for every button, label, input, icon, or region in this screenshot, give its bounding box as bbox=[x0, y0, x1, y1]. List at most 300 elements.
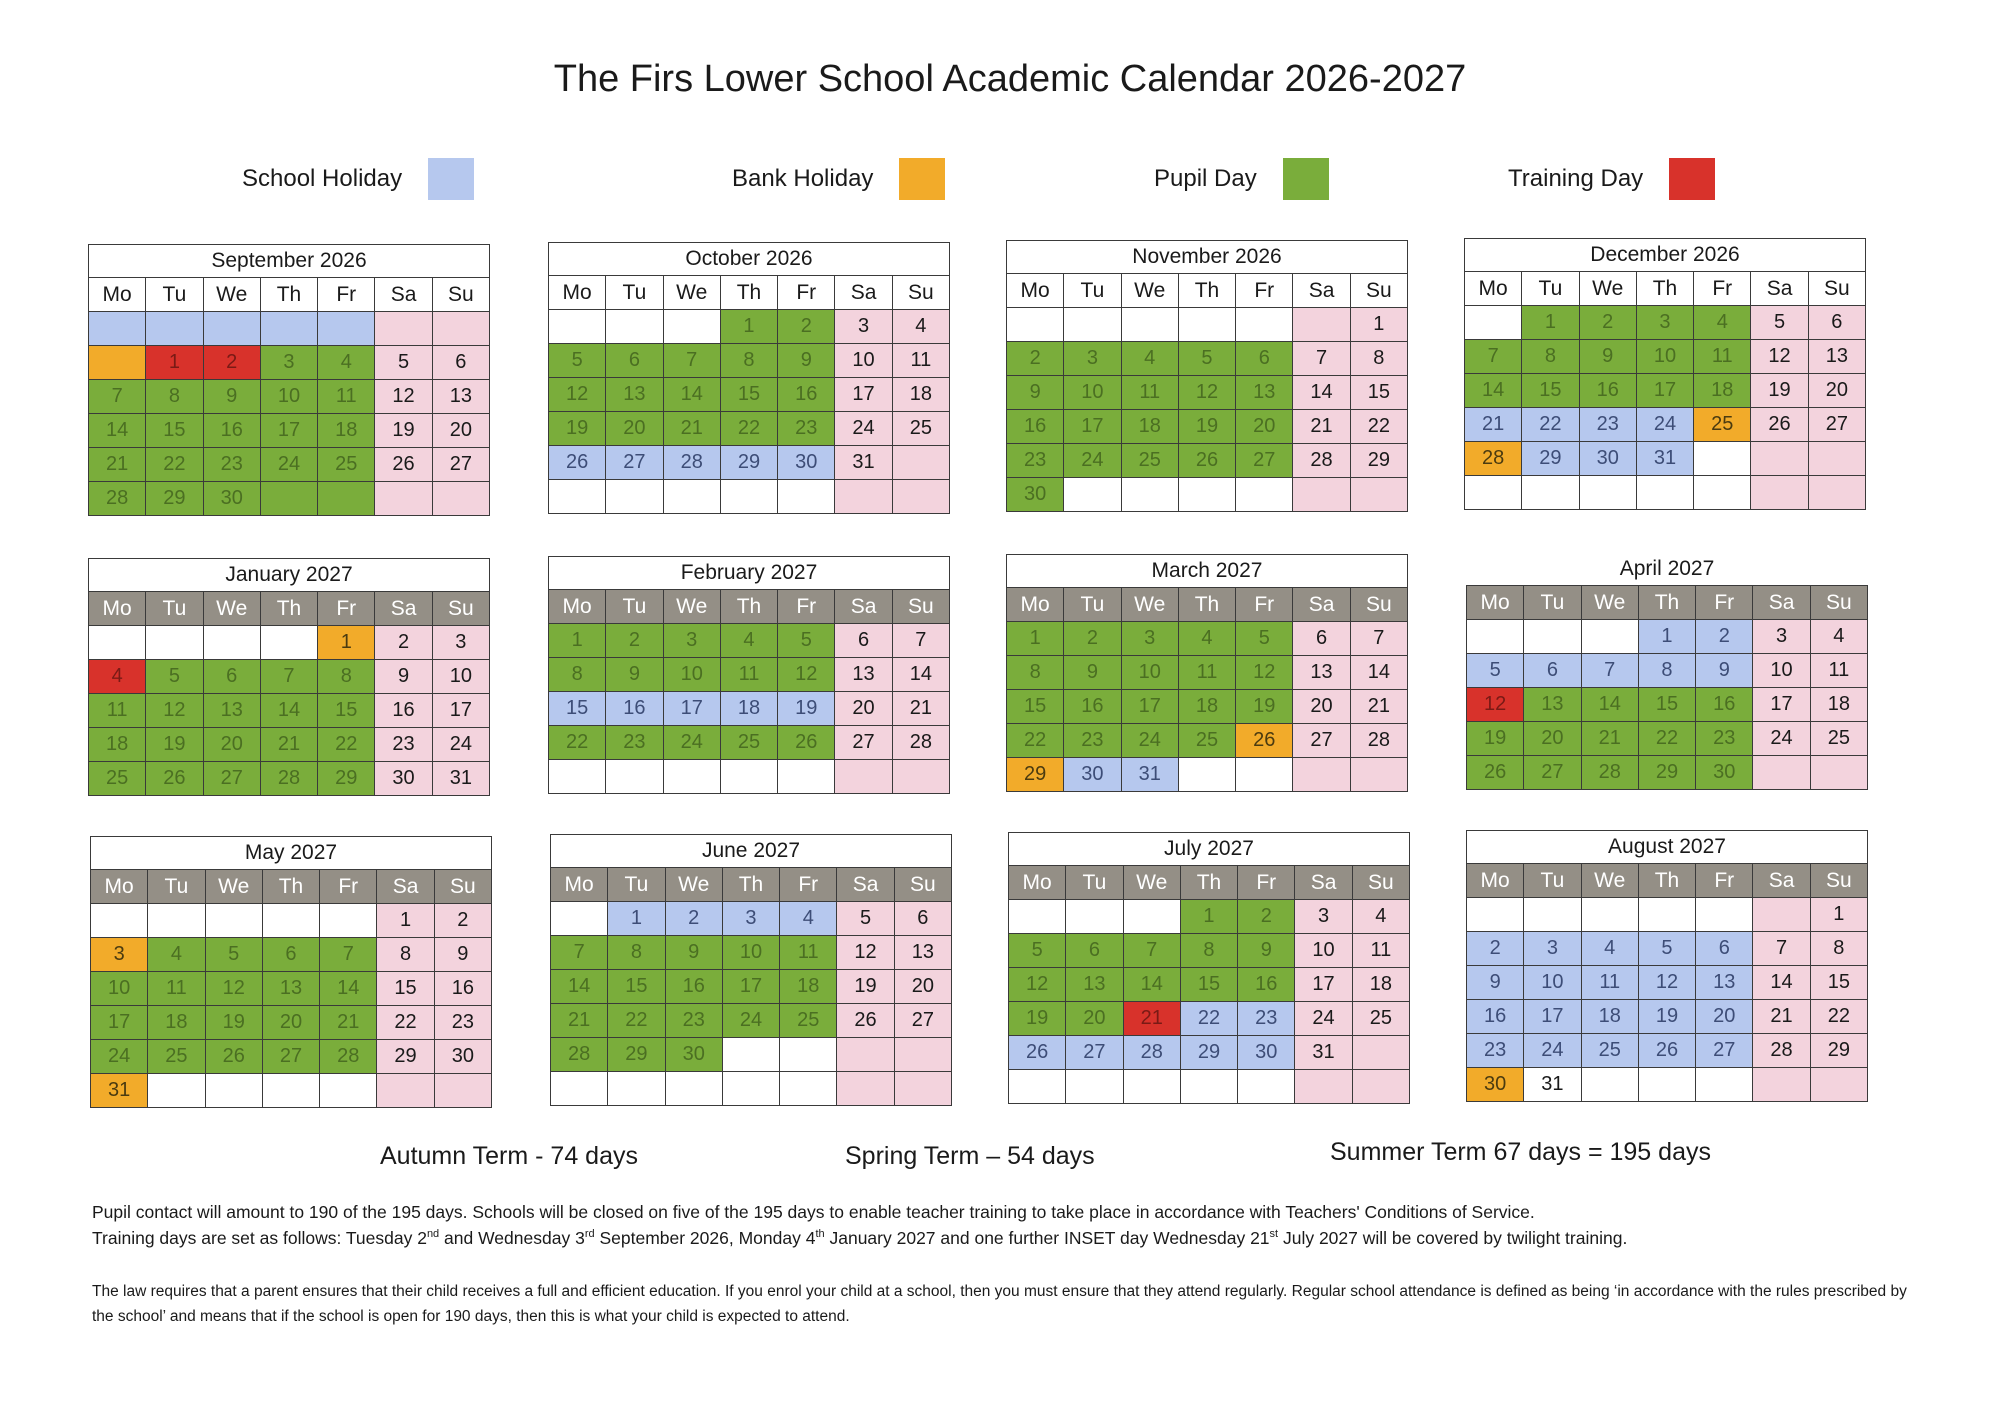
day-cell: 23 bbox=[1467, 1034, 1524, 1068]
day-cell bbox=[892, 480, 949, 514]
month-calendar bbox=[88, 558, 490, 796]
weekday-header: Fr bbox=[780, 868, 837, 902]
day-cell: 13 bbox=[835, 658, 892, 692]
day-cell: 16 bbox=[665, 970, 722, 1004]
day-cell: 5 bbox=[375, 346, 432, 380]
day-cell bbox=[1810, 756, 1867, 790]
day-cell: 17 bbox=[1524, 1000, 1581, 1034]
day-cell: 31 bbox=[1295, 1036, 1352, 1070]
day-cell: 24 bbox=[432, 728, 489, 762]
weekday-header: Th bbox=[722, 868, 779, 902]
day-cell bbox=[318, 312, 375, 346]
day-cell: 7 bbox=[1753, 932, 1810, 966]
month-calendar bbox=[1008, 832, 1410, 1104]
weekday-header: Sa bbox=[835, 590, 892, 624]
day-cell: 15 bbox=[1180, 968, 1237, 1002]
day-cell: 26 bbox=[1467, 756, 1524, 790]
day-cell: 26 bbox=[1009, 1036, 1066, 1070]
day-cell: 26 bbox=[1638, 1034, 1695, 1068]
day-cell: 18 bbox=[1810, 688, 1867, 722]
day-cell: 23 bbox=[778, 412, 835, 446]
day-cell: 15 bbox=[549, 692, 606, 726]
day-cell: 10 bbox=[835, 344, 892, 378]
day-cell bbox=[1751, 442, 1808, 476]
day-cell: 15 bbox=[720, 378, 777, 412]
day-cell: 1 bbox=[146, 346, 203, 380]
day-cell bbox=[1350, 758, 1407, 792]
day-cell: 4 bbox=[1121, 342, 1178, 376]
day-cell: 29 bbox=[1810, 1034, 1867, 1068]
weekday-header: Sa bbox=[377, 870, 434, 904]
day-cell bbox=[606, 480, 663, 514]
day-cell: 28 bbox=[1293, 444, 1350, 478]
day-cell: 11 bbox=[1581, 966, 1638, 1000]
day-cell: 2 bbox=[375, 626, 432, 660]
day-cell: 15 bbox=[318, 694, 375, 728]
day-cell: 12 bbox=[205, 972, 262, 1006]
day-cell: 4 bbox=[89, 660, 146, 694]
legend-swatch bbox=[899, 158, 945, 200]
day-cell bbox=[89, 346, 146, 380]
month-title: July 2027 bbox=[1009, 833, 1410, 866]
day-cell bbox=[1352, 1036, 1409, 1070]
weekday-header: Fr bbox=[778, 276, 835, 310]
day-cell bbox=[148, 1074, 205, 1108]
day-cell: 7 bbox=[1465, 340, 1522, 374]
day-cell bbox=[262, 1074, 319, 1108]
weekday-header: Th bbox=[1178, 274, 1235, 308]
weekday-header: Mo bbox=[551, 868, 608, 902]
day-cell: 12 bbox=[1751, 340, 1808, 374]
day-cell bbox=[434, 1074, 491, 1108]
day-cell: 23 bbox=[434, 1006, 491, 1040]
day-cell: 23 bbox=[1007, 444, 1064, 478]
month-title: June 2027 bbox=[551, 835, 952, 868]
day-cell bbox=[606, 760, 663, 794]
weekday-header: Mo bbox=[1467, 586, 1524, 620]
day-cell: 6 bbox=[1066, 934, 1123, 968]
day-cell: 11 bbox=[780, 936, 837, 970]
day-cell bbox=[1636, 476, 1693, 510]
day-cell bbox=[720, 480, 777, 514]
day-cell bbox=[894, 1038, 951, 1072]
day-cell: 1 bbox=[608, 902, 665, 936]
day-cell: 29 bbox=[318, 762, 375, 796]
day-cell: 25 bbox=[1352, 1002, 1409, 1036]
day-cell: 22 bbox=[1522, 408, 1579, 442]
day-cell bbox=[892, 760, 949, 794]
legend-training-day bbox=[1508, 158, 1715, 200]
day-cell: 2 bbox=[1579, 306, 1636, 340]
day-cell: 19 bbox=[549, 412, 606, 446]
day-cell: 20 bbox=[1293, 690, 1350, 724]
day-cell: 4 bbox=[1352, 900, 1409, 934]
day-cell bbox=[665, 1072, 722, 1106]
day-cell: 13 bbox=[606, 378, 663, 412]
day-cell: 1 bbox=[1638, 620, 1695, 654]
day-cell: 14 bbox=[892, 658, 949, 692]
day-cell: 6 bbox=[432, 346, 489, 380]
weekday-header: Fr bbox=[318, 278, 375, 312]
day-cell: 23 bbox=[1579, 408, 1636, 442]
weekday-header: Th bbox=[1178, 588, 1235, 622]
day-cell: 10 bbox=[1295, 934, 1352, 968]
weekday-header: Tu bbox=[146, 592, 203, 626]
day-cell: 25 bbox=[89, 762, 146, 796]
day-cell: 1 bbox=[1522, 306, 1579, 340]
day-cell: 10 bbox=[1753, 654, 1810, 688]
day-cell: 28 bbox=[1123, 1036, 1180, 1070]
day-cell: 9 bbox=[665, 936, 722, 970]
day-cell: 5 bbox=[1751, 306, 1808, 340]
legend-label: Training Day bbox=[1508, 165, 1644, 192]
weekday-header: We bbox=[203, 592, 260, 626]
day-cell: 17 bbox=[260, 414, 317, 448]
day-cell: 15 bbox=[1810, 966, 1867, 1000]
day-cell: 16 bbox=[1238, 968, 1295, 1002]
day-cell: 2 bbox=[606, 624, 663, 658]
legend-school-holiday bbox=[242, 158, 474, 200]
weekday-header: Su bbox=[892, 276, 949, 310]
day-cell: 13 bbox=[1808, 340, 1865, 374]
day-cell: 11 bbox=[1352, 934, 1409, 968]
day-cell: 22 bbox=[377, 1006, 434, 1040]
day-cell: 11 bbox=[318, 380, 375, 414]
day-cell: 29 bbox=[377, 1040, 434, 1074]
day-cell: 6 bbox=[1236, 342, 1293, 376]
day-cell: 25 bbox=[1178, 724, 1235, 758]
day-cell: 3 bbox=[1636, 306, 1693, 340]
day-cell: 18 bbox=[89, 728, 146, 762]
day-cell: 16 bbox=[1007, 410, 1064, 444]
day-cell: 7 bbox=[892, 624, 949, 658]
day-cell: 19 bbox=[375, 414, 432, 448]
day-cell bbox=[1753, 898, 1810, 932]
day-cell bbox=[1066, 900, 1123, 934]
legend-label: Bank Holiday bbox=[732, 165, 874, 192]
day-cell: 12 bbox=[1178, 376, 1235, 410]
weekday-header: We bbox=[1579, 272, 1636, 306]
day-cell: 1 bbox=[1007, 622, 1064, 656]
weekday-header: Fr bbox=[1236, 274, 1293, 308]
day-cell: 5 bbox=[549, 344, 606, 378]
day-cell: 20 bbox=[1808, 374, 1865, 408]
day-cell: 11 bbox=[89, 694, 146, 728]
day-cell: 18 bbox=[780, 970, 837, 1004]
day-cell bbox=[262, 904, 319, 938]
day-cell: 19 bbox=[1009, 1002, 1066, 1036]
day-cell: 17 bbox=[91, 1006, 148, 1040]
weekday-header: Su bbox=[894, 868, 951, 902]
day-cell: 18 bbox=[1581, 1000, 1638, 1034]
day-cell bbox=[1007, 308, 1064, 342]
day-cell: 8 bbox=[146, 380, 203, 414]
day-cell: 9 bbox=[606, 658, 663, 692]
day-cell: 5 bbox=[146, 660, 203, 694]
weekday-header: Su bbox=[1352, 866, 1409, 900]
weekday-header: Fr bbox=[320, 870, 377, 904]
day-cell: 1 bbox=[318, 626, 375, 660]
legend-swatch bbox=[1283, 158, 1329, 200]
day-cell bbox=[1178, 478, 1235, 512]
day-cell: 13 bbox=[203, 694, 260, 728]
day-cell: 22 bbox=[608, 1004, 665, 1038]
weekday-header: Tu bbox=[1524, 586, 1581, 620]
day-cell: 29 bbox=[720, 446, 777, 480]
day-cell: 17 bbox=[1753, 688, 1810, 722]
day-cell: 22 bbox=[1180, 1002, 1237, 1036]
day-cell bbox=[778, 760, 835, 794]
day-cell: 16 bbox=[375, 694, 432, 728]
day-cell: 30 bbox=[375, 762, 432, 796]
day-cell bbox=[722, 1072, 779, 1106]
day-cell: 8 bbox=[1350, 342, 1407, 376]
day-cell: 4 bbox=[1810, 620, 1867, 654]
weekday-header: Th bbox=[1636, 272, 1693, 306]
weekday-header: Mo bbox=[1007, 588, 1064, 622]
day-cell bbox=[1753, 1068, 1810, 1102]
month-title: December 2026 bbox=[1465, 239, 1866, 272]
day-cell: 18 bbox=[1178, 690, 1235, 724]
day-cell: 23 bbox=[1696, 722, 1753, 756]
day-cell: 12 bbox=[1467, 688, 1524, 722]
day-cell: 22 bbox=[146, 448, 203, 482]
day-cell: 3 bbox=[722, 902, 779, 936]
day-cell: 3 bbox=[1295, 900, 1352, 934]
day-cell: 7 bbox=[551, 936, 608, 970]
day-cell: 14 bbox=[551, 970, 608, 1004]
day-cell: 29 bbox=[608, 1038, 665, 1072]
day-cell: 9 bbox=[1238, 934, 1295, 968]
day-cell: 26 bbox=[1236, 724, 1293, 758]
day-cell: 12 bbox=[1236, 656, 1293, 690]
weekday-header: Fr bbox=[1694, 272, 1751, 306]
day-cell: 14 bbox=[1465, 374, 1522, 408]
day-cell: 12 bbox=[375, 380, 432, 414]
day-cell: 1 bbox=[1350, 308, 1407, 342]
day-cell: 8 bbox=[1638, 654, 1695, 688]
day-cell: 18 bbox=[1352, 968, 1409, 1002]
day-cell: 6 bbox=[1293, 622, 1350, 656]
day-cell: 5 bbox=[1638, 932, 1695, 966]
day-cell: 11 bbox=[148, 972, 205, 1006]
day-cell: 29 bbox=[1350, 444, 1407, 478]
day-cell: 21 bbox=[89, 448, 146, 482]
day-cell: 8 bbox=[1810, 932, 1867, 966]
day-cell: 1 bbox=[1810, 898, 1867, 932]
weekday-header: Tu bbox=[1524, 864, 1581, 898]
weekday-header: Sa bbox=[1295, 866, 1352, 900]
day-cell: 23 bbox=[606, 726, 663, 760]
weekday-header: Th bbox=[262, 870, 319, 904]
weekday-header: We bbox=[1581, 864, 1638, 898]
day-cell bbox=[551, 1072, 608, 1106]
day-cell: 6 bbox=[835, 624, 892, 658]
day-cell bbox=[1696, 1068, 1753, 1102]
day-cell bbox=[203, 626, 260, 660]
day-cell: 26 bbox=[778, 726, 835, 760]
day-cell bbox=[1236, 478, 1293, 512]
day-cell: 7 bbox=[1581, 654, 1638, 688]
day-cell: 13 bbox=[1524, 688, 1581, 722]
day-cell: 7 bbox=[89, 380, 146, 414]
weekday-header: Tu bbox=[1066, 866, 1123, 900]
day-cell: 21 bbox=[260, 728, 317, 762]
weekday-header: We bbox=[1581, 586, 1638, 620]
day-cell: 30 bbox=[1696, 756, 1753, 790]
day-cell: 31 bbox=[1636, 442, 1693, 476]
weekday-header: We bbox=[1121, 274, 1178, 308]
day-cell: 17 bbox=[663, 692, 720, 726]
day-cell: 14 bbox=[1581, 688, 1638, 722]
weekday-header: We bbox=[1121, 588, 1178, 622]
weekday-header: Fr bbox=[1238, 866, 1295, 900]
day-cell bbox=[148, 904, 205, 938]
day-cell: 31 bbox=[1121, 758, 1178, 792]
day-cell: 13 bbox=[1066, 968, 1123, 1002]
weekday-header: Sa bbox=[1293, 274, 1350, 308]
day-cell: 14 bbox=[1293, 376, 1350, 410]
day-cell: 3 bbox=[1121, 622, 1178, 656]
day-cell: 2 bbox=[1467, 932, 1524, 966]
day-cell bbox=[663, 310, 720, 344]
day-cell: 26 bbox=[1178, 444, 1235, 478]
day-cell: 25 bbox=[720, 726, 777, 760]
weekday-header: Su bbox=[1810, 586, 1867, 620]
day-cell: 25 bbox=[318, 448, 375, 482]
weekday-header: We bbox=[1123, 866, 1180, 900]
day-cell: 7 bbox=[260, 660, 317, 694]
weekday-header: Mo bbox=[89, 592, 146, 626]
day-cell: 3 bbox=[260, 346, 317, 380]
weekday-header: Su bbox=[434, 870, 491, 904]
weekday-header: We bbox=[203, 278, 260, 312]
day-cell bbox=[1178, 758, 1235, 792]
day-cell bbox=[1808, 442, 1865, 476]
day-cell: 26 bbox=[549, 446, 606, 480]
weekday-header: Mo bbox=[549, 590, 606, 624]
day-cell: 4 bbox=[1178, 622, 1235, 656]
weekday-header: We bbox=[663, 276, 720, 310]
day-cell bbox=[205, 904, 262, 938]
day-cell: 30 bbox=[434, 1040, 491, 1074]
day-cell bbox=[432, 312, 489, 346]
day-cell: 4 bbox=[892, 310, 949, 344]
day-cell: 16 bbox=[1467, 1000, 1524, 1034]
day-cell: 3 bbox=[835, 310, 892, 344]
day-cell bbox=[1524, 898, 1581, 932]
day-cell: 30 bbox=[1467, 1068, 1524, 1102]
weekday-header: Mo bbox=[1009, 866, 1066, 900]
month-calendar bbox=[1466, 552, 1868, 790]
weekday-header: Th bbox=[1638, 864, 1695, 898]
month-calendar bbox=[548, 242, 950, 514]
day-cell: 3 bbox=[1524, 932, 1581, 966]
day-cell: 6 bbox=[1808, 306, 1865, 340]
day-cell: 14 bbox=[1753, 966, 1810, 1000]
month-title: March 2027 bbox=[1007, 555, 1408, 588]
weekday-header: Tu bbox=[1522, 272, 1579, 306]
day-cell bbox=[1467, 620, 1524, 654]
day-cell: 22 bbox=[549, 726, 606, 760]
day-cell: 17 bbox=[835, 378, 892, 412]
day-cell: 24 bbox=[1524, 1034, 1581, 1068]
day-cell: 28 bbox=[663, 446, 720, 480]
legend-bank-holiday bbox=[732, 158, 945, 200]
day-cell: 18 bbox=[720, 692, 777, 726]
day-cell: 22 bbox=[1350, 410, 1407, 444]
weekday-header: Th bbox=[1638, 586, 1695, 620]
weekday-header: Mo bbox=[549, 276, 606, 310]
day-cell: 22 bbox=[720, 412, 777, 446]
day-cell: 20 bbox=[1524, 722, 1581, 756]
day-cell: 24 bbox=[1753, 722, 1810, 756]
day-cell: 28 bbox=[89, 482, 146, 516]
month-title: January 2027 bbox=[89, 559, 490, 592]
day-cell: 8 bbox=[377, 938, 434, 972]
day-cell bbox=[837, 1072, 894, 1106]
day-cell bbox=[1581, 1068, 1638, 1102]
day-cell: 29 bbox=[1522, 442, 1579, 476]
day-cell: 28 bbox=[1753, 1034, 1810, 1068]
month-title: August 2027 bbox=[1467, 831, 1868, 864]
day-cell: 10 bbox=[91, 972, 148, 1006]
day-cell bbox=[1009, 1070, 1066, 1104]
day-cell: 25 bbox=[1581, 1034, 1638, 1068]
day-cell: 23 bbox=[665, 1004, 722, 1038]
day-cell bbox=[1467, 898, 1524, 932]
weekday-header: Sa bbox=[375, 592, 432, 626]
day-cell bbox=[720, 760, 777, 794]
day-cell bbox=[663, 760, 720, 794]
day-cell: 19 bbox=[205, 1006, 262, 1040]
day-cell: 8 bbox=[549, 658, 606, 692]
day-cell: 7 bbox=[1123, 934, 1180, 968]
day-cell: 22 bbox=[1638, 722, 1695, 756]
day-cell: 25 bbox=[1810, 722, 1867, 756]
day-cell: 25 bbox=[780, 1004, 837, 1038]
day-cell: 14 bbox=[1123, 968, 1180, 1002]
day-cell: 14 bbox=[320, 972, 377, 1006]
day-cell: 3 bbox=[1753, 620, 1810, 654]
day-cell: 15 bbox=[1350, 376, 1407, 410]
day-cell: 17 bbox=[1121, 690, 1178, 724]
day-cell bbox=[1064, 478, 1121, 512]
day-cell: 2 bbox=[1064, 622, 1121, 656]
weekday-header: Mo bbox=[1465, 272, 1522, 306]
day-cell: 13 bbox=[894, 936, 951, 970]
day-cell: 20 bbox=[1696, 1000, 1753, 1034]
day-cell: 9 bbox=[1064, 656, 1121, 690]
day-cell bbox=[375, 482, 432, 516]
weekday-header: Tu bbox=[606, 590, 663, 624]
day-cell: 28 bbox=[260, 762, 317, 796]
day-cell bbox=[1121, 478, 1178, 512]
day-cell: 19 bbox=[778, 692, 835, 726]
weekday-header: Sa bbox=[1753, 864, 1810, 898]
weekday-header: Fr bbox=[778, 590, 835, 624]
day-cell: 11 bbox=[1810, 654, 1867, 688]
day-cell: 29 bbox=[146, 482, 203, 516]
day-cell: 4 bbox=[720, 624, 777, 658]
day-cell: 18 bbox=[892, 378, 949, 412]
day-cell: 10 bbox=[1121, 656, 1178, 690]
day-cell: 17 bbox=[722, 970, 779, 1004]
day-cell: 21 bbox=[892, 692, 949, 726]
day-cell: 12 bbox=[1009, 968, 1066, 1002]
day-cell: 13 bbox=[262, 972, 319, 1006]
day-cell: 31 bbox=[432, 762, 489, 796]
